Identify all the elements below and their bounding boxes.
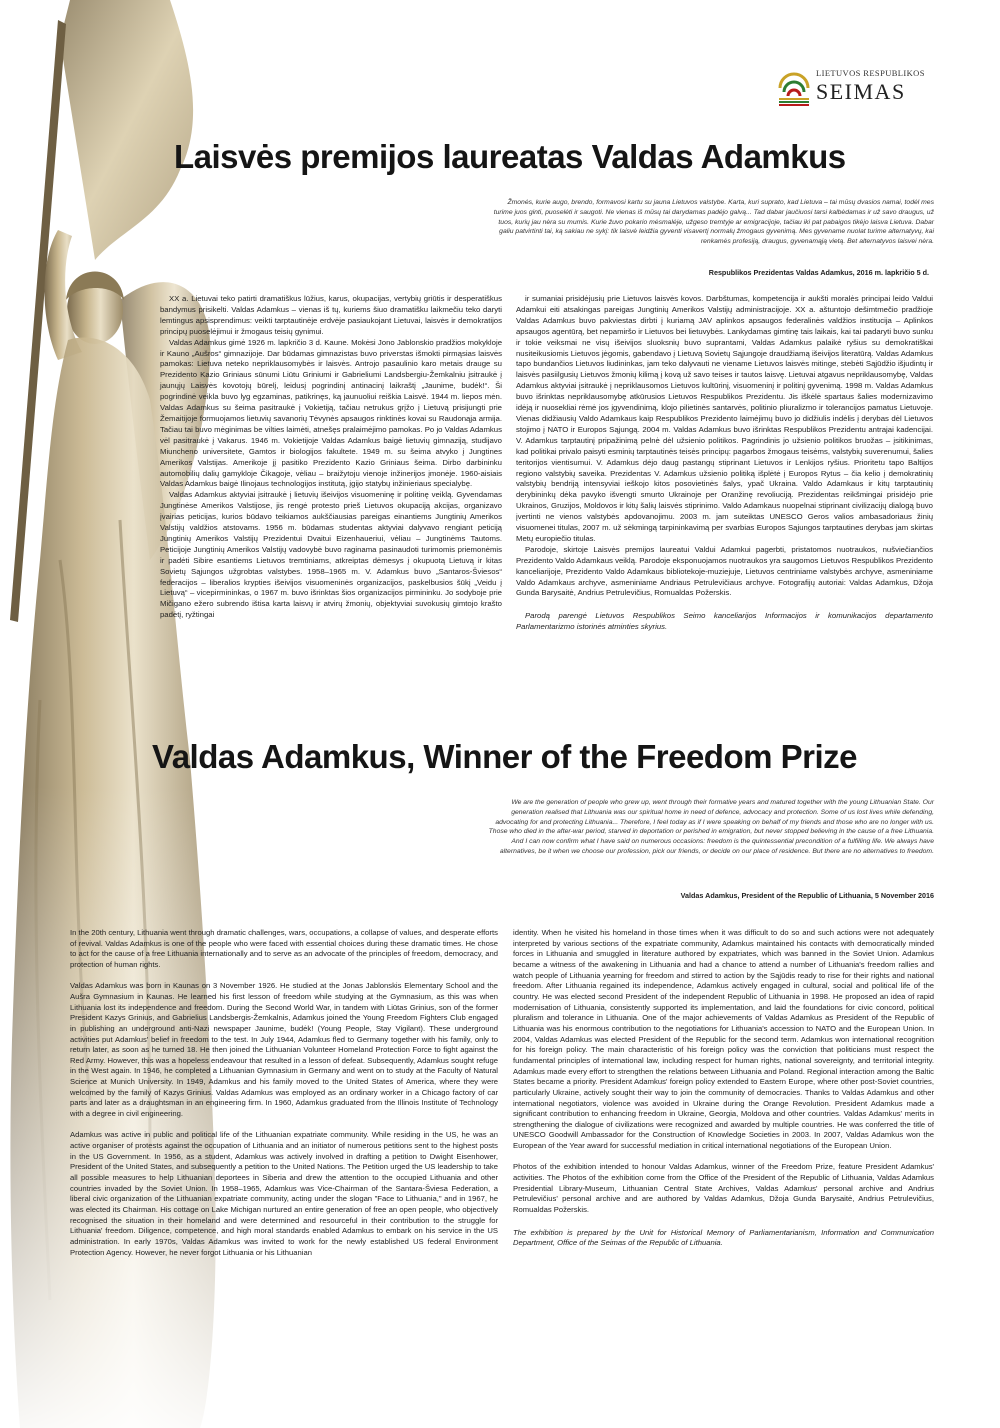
lt-column-2	[516, 294, 933, 633]
en-paragraph: Photos of the exhibition intended to honour Valdas Adamkus, winner of the Freedom Prize, feature President Adamkus' activities. The Photos of the exhibition come from the Office of the President of the Republic of Lithuania, Valdas Adamkus Presidential Library-Museum, Lithuanian Central State Archives, Valdas Adamkus' personal archive and Andrius Petrulevičius' personal archive and are authored by Valdas Adamkus, Džoja Gunda Barysaitė, Andrius Petrulevičius, Romualdas Požerskis.	[513, 1162, 934, 1214]
lt-quote: Žmonės, kurie augo, brendo, formavosi kartu su jauna Lietuvos valstybe. Karta, kuri suprato, kad Lietuva – tai mūsų dvasios namai, todėl mes turime juos ginti, puoselėti ir saugoti. Ne vienas iš mūsų tai darydamas padėjo galvą... Tad dabar jaučiuosi tarsi kalbėdamas ir už savo draugus, už tuos, kurių jau nėra su mumis. Kurie žuvo pokario mėsmalėje, užgeso tremtyje ar emigracijoje, tačiau iki pat pabaigos tikėjo laisva Lietuva. Dabar galiu patvirtinti tai, ką sakiau ne sykį: tik laisvė leidžia gyventi visavertį normalų žmogaus gyvenimą. Mes gyvename nuolat turime alternatyvų, kai renkamės profesiją, draugus, gyvenamąją vietą. Bet alternatyvos laisvei nėra.	[493, 199, 934, 246]
en-exhibition-credit: The exhibition is prepared by the Unit for Historical Memory of Parliamentarianism, Information and Communication Department, Office of the Seimas of the Republic of Lithuania.	[513, 1227, 934, 1248]
lt-paragraph: Valdas Adamkus gimė 1926 m. lapkričio 3 d. Kaune. Mokėsi Jono Jablonskio pradžios mokykloje ir Kauno „Aušros“ gimnazijoje. Dar būdamas gimnazistas buvo priverstas išmokti pirmąsias laisvės pamokas: Lietuva neteko nepriklausomybės ir laisvės. Antrojo pasaulinio karo metais drauge su Prezidento Kazio Griniaus sūnumi Liūtu Griniumi ir Gabrieliumi Landsbergiu-Žemkalniu įsitraukė į jaunųjų Laisvės kovotojų būrelį, leidusį pogrindinį antinacinį laikraštį „Jaunime, budėk!“. Ši pogrindinė veikla buvo lyg egzaminas, patikrinęs, ką jaunuoliui reiškia Laisvė. 1944 m. liepos mėn. Valdas Adamkus su šeima pasitraukė į Vokietiją, tačiau netrukus grįžo į Lietuvą prisijungti prie Žemaitijoje formuojamos lietuvių savanorių Tėvynės apsaugos rinktinės kovai su Raudonąja armija. Tačiau tai buvo mėginimas be vilties laimėti, atnešęs pralaimėjimo pamokas. Po jo Valdas Adamkus vėl pasitraukė į Vakarus. 1946 m. Vokietijoje Valdas Adamkus baigė lietuvių gimnaziją, studijavo Miuncheno universitete, Gamtos ir biologijos fakultete. 1949 m. su šeima atvyko į Jungtines Amerikos Valstijas. Amerikoje jį pasitiko Prezidento Kazio Griniaus šeima. Dirbo darbininku automobilių dalių gamykloje Čikagoje, vėliau – braižytoju vienoje inžinerijos įmonėje. 1960-aisiais Valdas Adamkus baigė Ilinojaus technologijos institutą, įgijo statybų inžinieriaus specialybę.	[160, 337, 502, 489]
logo-main-text: SEIMAS	[816, 79, 906, 104]
seimas-logo	[776, 66, 936, 106]
en-paragraph: Adamkus was active in public and political life of the Lithuanian expatriate community. While residing in the US, he was an active organiser of protests against the occupation of Lithuania and an initiator of numerous petitions sent to the highest posts in the US Government. In 1956, as a student, Adamkus was actively involved in drafting a petition to Dwight Eisenhower, President of the United States, and subsequently a petition to the United Nations. The Petition urged the US leadership to take all possible measures to help Lithuanian deportees in Siberia and drew the attention to the occupied Lithuania and other countries invaded by the Soviet Union. In 1958–1965, Adamkus was Vice-Chairman of the Santara-Šviesa Federation, a liberal civic organization of the Lithuanian expatriate community, acting under the slogan "Face to Lithuania," and in 1967, he was elected its Chairman. His cottage on Lake Michigan nurtured an entire generation of free an open people, who objectively recognised the situation in their homeland and were determined and resourceful in their contribution to the struggle for Lithuania' freedom. Diligence, competence, and high moral standards enabled Adamkus to embark on his service in the US administration. In early 1970s, Valdas Adamkus was invited to work for the newly established US federal Environment Protection Agency. However, he never forgot Lithuania or his Lithuanian	[70, 1130, 498, 1257]
en-title: Valdas Adamkus, Winner of the Freedom Prize	[152, 738, 857, 775]
en-column-1	[70, 928, 498, 1269]
lt-exhibition-credit: Parodą parengė Lietuvos Respublikos Seimo kanceliarijos Informacijos ir komunikacijos departamento Parlamentarizmo istorinės atminties skyrius.	[516, 611, 933, 632]
en-paragraph: identity. When he visited his homeland in those times when it was difficult to do so and such actions were not adequately interpreted by various sections of the expatriate community, Adamkus maintained his contacts with democratically minded forces in Lithuania and smuggled in literature authored by expatriates, which was banned in the Soviet Union. Adamkus became a witness of the awakening in Lithuania and had a chance to attend a number of Lithuania's freedom rallies and watch people of Lithuania yearning for freedom and stirred to action by the Sąjūdis ready to rise for their rights and national freedom. After Lithuania regained its independence, Adamkus actively engaged in cultural, social and political life of the country. He was elected second President of the independent Republic of Lithuania in 1998. He proposed an idea of rapid modernisation of Lithuania, consistently supported its implementation, and laid the foundations for civic concord, political pluralism and tolerance in Lithuania. One of the major achievements of Valdas Adamkus as President of the Republic of Lithuania was his enormous contribution to the negotiations for Lithuania's accession to NATO and the European Union. In 2004, Valdas Adamkus was elected President of the Republic for the second term. Adamkus won international recognition for his foreign policy. The main characteristic of his foreign policy was the conviction that politicians must respect the fundamental principles of international law, including respect for human rights, national sovereignty, and territorial integrity. Adamkus made every effort to strengthen the relations between Lithuania and Poland. Regional interaction among the Baltic States became a priority. President Adamkus' foreign policy extended to Eastern Europe, where other post-Soviet countries, particularly Ukraine, actively sought their way to join the community of democracies. Thanks to Valdas Adamkus and other international negotiators, violence was avoided in Ukraine during the Orange Revolution. President Adamkus made a significant contribution to enhancing freedom in Ukraine, Georgia, Moldova and other countries. Valdas Adamkus' merits in strengthening the dialogue of civilizations were recognized and awarded by multiple countries. He was conferred the title of UNESCO Goodwill Ambassador for the Construction of Knowledge Societies in 2003. In 2007, Valdas Adamkus won the European of the Year award for successful mediation in critical international negotiations of the European Union.	[513, 928, 934, 1151]
lt-column-1	[160, 294, 502, 621]
en-paragraph: In the 20th century, Lithuania went through dramatic challenges, wars, occupations, a collapse of values, and desperate efforts of revival. Valdas Adamkus is one of the people who were faced with essential choices during these dramatic times. He chose to act for the cause of a free Lithuania internationally and to serve as an advocate of the principles of freedom, democracy, and protection of human rights.	[70, 928, 498, 969]
lt-quote-source: Respublikos Prezidentas Valdas Adamkus, 2016 m. lapkričio 5 d.	[708, 268, 929, 277]
en-quote: We are the generation of people who grew up, went through their formative years and matured together with the young Lithuanian State. Our generation realised that Lithuania was our spiritual home in need of defence, advocacy and protection. Some of us lost lives while defending, advocating for and protecting Lithuania... Therefore, I feel today as if I were speaking on behalf of my friends and those who are no longer with us. Those who died in the after-war period, starved in deportation or perished in emigration, but never stopped believing in the cause of a free Lithuania. And I can now confirm what I have said on numerous occasions: freedom is the quintessential precondition of a fulfilling life. We always have alternatives, be it when we choose our profession, pick our friends, or decide on our place of residence. But there are no alternatives to freedom.	[488, 799, 934, 855]
en-quote-source: Valdas Adamkus, President of the Republic of Lithuania, 5 November 2016	[680, 891, 934, 900]
lt-paragraph: ir sumaniai prisidėjusių prie Lietuvos laisvės kovos. Darbštumas, kompetencija ir aukšti moralės principai leido Valdui Adamkui eiti atsakingas pareigas Jungtinių Amerikos Valstijų administracijoje. XX a. aštuntojo dešimtmečio pradžioje Valdas Adamkus buvo pakviestas dirbti į kuriamą JAV aplinkos apsaugos federalinės valdžios institucija – Aplinkos apsaugos agentūrą, bet nepamiršo ir Lietuvos bei lietuvybės. Lankydamas gimtinę tais laikais, kai tai padaryti buvo sunku ir tokie veiksmai ne visų išeivijos sluoksnių buvo suprantami, Valdas Adamkus palaikė ryšius su demokratiškai nusiteikusiomis Lietuvos jėgomis, gabendavo į Lietuvą Sovietų Sąjungoje draudžiamą išeivijos literatūrą. Valdas Adamkus tapo bundančios Lietuvos liudininkas, jam teko dalyvauti ne viename Lietuvos laisvės mitinge, stebėti Sąjūdžio išjudintų ir laisvės pasiilgusių Lietuvos žmonių kilimą į kovą už savo teises ir tautos laisvę. Lietuvai atgavus nepriklausomybę, Valdas Adamkus aktyviai įsitraukė į nepriklausomos Lietuvos kultūrinį, visuomeninį ir politinį gyvenimą. 1998 m. Valdas Adamkus buvo išrinktas nepriklausomybę atkūrusios Lietuvos Respublikos Prezidentu. Jis iškėlė spartaus šalies modernizavimo idėją ir nuosekliai rėmė jos įgyvendinimą, klojo pilietinės santarvės, politinio pliuralizmo ir tolerancijos pamatus Lietuvoje. Vienas didžiausių Valdo Adamkaus kaip Respublikos Prezidento laimėjimų buvo jo didžiulis indėlis į derybas dėl Lietuvos stojimo į NATO ir Europos Sąjungą. 2004 m. Valdas Adamkus buvo išrinktas Respublikos Prezidentu antrajai kadencijai. V. Adamkus tarptautinį pripažinimą pelnė dėl užsienio politikos. Pagrindinis jo užsienio politikos bruožas – įsitikinimas, kad politikai privalo paisyti esminių tarptautinės teisės principų: pagarbos žmogaus teisėms, valstybių suverenumui, šalies teritorijos vientisumui. V. Adamkus dėjo daug pastangų stiprinant Lietuvos ir Lenkijos ryšius. Prioritetu tapo Baltijos regiono valstybių saveika. Prezidentas V. Adamkus užsienio politiką išplėtė į Europos Rytus – čia kelio į demokratinių valstybių bendriją intensyviai ieškojo kitos posovietinės šalys, ypač Ukraina. Valdo Adamkaus ir kitų tarptautinių derybininkų dėka pavyko išvengti smurto Ukrainoje per Oranžinę revoliuciją. Prezidentas reikšmingai prisidėjo prie Ukrainos, Gruzijos, Moldovos ir kitų šalių laisvės stiprinimo. Valdo Adamkaus nuopelnai stiprinant civilizacijų dialogą buvo įvertinti ne vienos valstybės apdovanojimu. 2003 m. jam suteiktas UNESCO Geros valios ambasadoriaus žinių visuomenei titulas, 2007 m. už sėkmingą tarpininkavimą per svarbias Europos Sąjungos tarptautines derybas jam skirtas Metų europiečio titulas.	[516, 294, 933, 543]
seimas-emblem-icon	[776, 66, 812, 106]
en-paragraph: Valdas Adamkus was born in Kaunas on 3 November 1926. He studied at the Jonas Jablonskis Elementary School and the Aušra Gymnasium in Kaunas. He learned his first lesson of freedom while studying at the Gymnasium, as this was when Lithuania lost its independence and freedom. During the Second World War, in tandem with Liūtas Grinius, son of the former President Kazys Grinius, and Gabrielius Landsbergis-Žemkalnis, Adamkus joined the Young Freedom Fighters Club engaged in publishing an underground anti-Nazi newspaper Jaunime, budėk! (Young People, Stay Vigilant). These underground activities put Adamkus' belief in freedom to the test. In July 1944, Adamkus fled to Germany together with his family, only to return later, as soon as he turned 18. He then joined the Lithuanian Volunteer Homeland Protection Force to fight against the Red Army. However, this was a hopeless endeavour that resulted in a lesson of defeat. Subsequently, Adamkus sought refuge in the West again. In 1946, he completed a Lithuanian Gymnasium in Germany and went on to study at the Faculty of Natural Science at Munich University. In 1949, Adamkus and his family moved to the United States of America, where they were welcomed by the family of Kazys Grinius. Valdas Adamkus was employed as an ordinary worker in a Chicago factory of car parts and later as a draughtsman in an engineering firm. In 1960, Adamkus graduated from the Illinois Institute of Technology with a degree in civil engineering.	[70, 981, 498, 1119]
lt-paragraph: Parodoje, skirtoje Laisvės premijos laureatui Valdui Adamkui pagerbti, pristatomos nuotraukos, nušviečiančios Prezidento Valdo Adamkaus veiklą. Parodoje eksponuojamos nuotraukos yra saugomos Lietuvos Respublikos Prezidento kanceliarijoje, Prezidento Valdo Adamkaus bibliotekoje-muziejuje, Lietuvos centriniame valstybės archyve, asmeniniame Valdo Adamkaus archyve, asmeniniame Andriaus Petrulevičiaus archyve. Fotografijų autoriai: Valdas Adamkus, Džoja Gunda Barysaitė, Andrius Petrulevičius, Romualdas Požerskis.	[516, 544, 933, 598]
en-column-2	[513, 928, 934, 1260]
lt-title: Laisvės premijos laureatas Valdas Adamkus	[174, 138, 846, 175]
logo-top-text: LIETUVOS RESPUBLIKOS	[816, 68, 925, 78]
lt-paragraph: Valdas Adamkus aktyviai įsitraukė į lietuvių išeivijos visuomeninę ir politinę veiklą. Gyvendamas Jungtinėse Amerikos Valstijose, jis rengė protesto prieš Lietuvos okupaciją akcijas, organizavo įvairias peticijas, kurios būdavo teikiamos aukščiausias pareigas einantiems Jungtinių Amerikos Valstijų valdžios atstovams. 1956 m. būdamas studentas aktyviai dalyvavo rengiant peticiją Jungtinių Amerikos Valstijų Prezidentui Dvaitui Eizenhaueriui, vėliau – Jungtinėms Tautoms. Peticijoje Jungtinių Amerikos Valstijų vadovybė buvo raginama pasinaudoti turimomis priemonėmis ir padėti Sibire esantiems Lietuvos tremtiniams, atkreiptas dėmesys į okupuotą Lietuvą ir kitas Sovietų Sąjungos užgrobtas valstybes. 1958–1965 m. V. Adamkus buvo „Santaros-Šviesos“ federacijos – liberalios krypties išeivijos visuomeninės organizacijos, paskelbusios šūkį „Veidu į Lietuvą“ – vicepirmininkas, o 1967 m. buvo išrinktas šios organizacijos pirmininku. Jo sodyboje prie Mičigano ežero subrendo ištisa karta laisvų ir atvirų žmonių, objektyviai suvokusių gimtojo krašto padėtį, ryžtingai	[160, 490, 502, 620]
lt-paragraph: XX a. Lietuvai teko patirti dramatiškus lūžius, karus, okupacijas, vertybių griūtis ir desperatiškus bandymus prisikelti. Valdas Adamkus – vienas iš tų, kuriems šiuo dramatišku laikmečiu teko daryti lemtingus apsisprendimus: veikti tarptautinėje erdvėje pasiaukojant Lietuvai, laisvės ir demokratijos principų puoselėjimui ir žmogaus teisių gynimui.	[160, 294, 502, 336]
